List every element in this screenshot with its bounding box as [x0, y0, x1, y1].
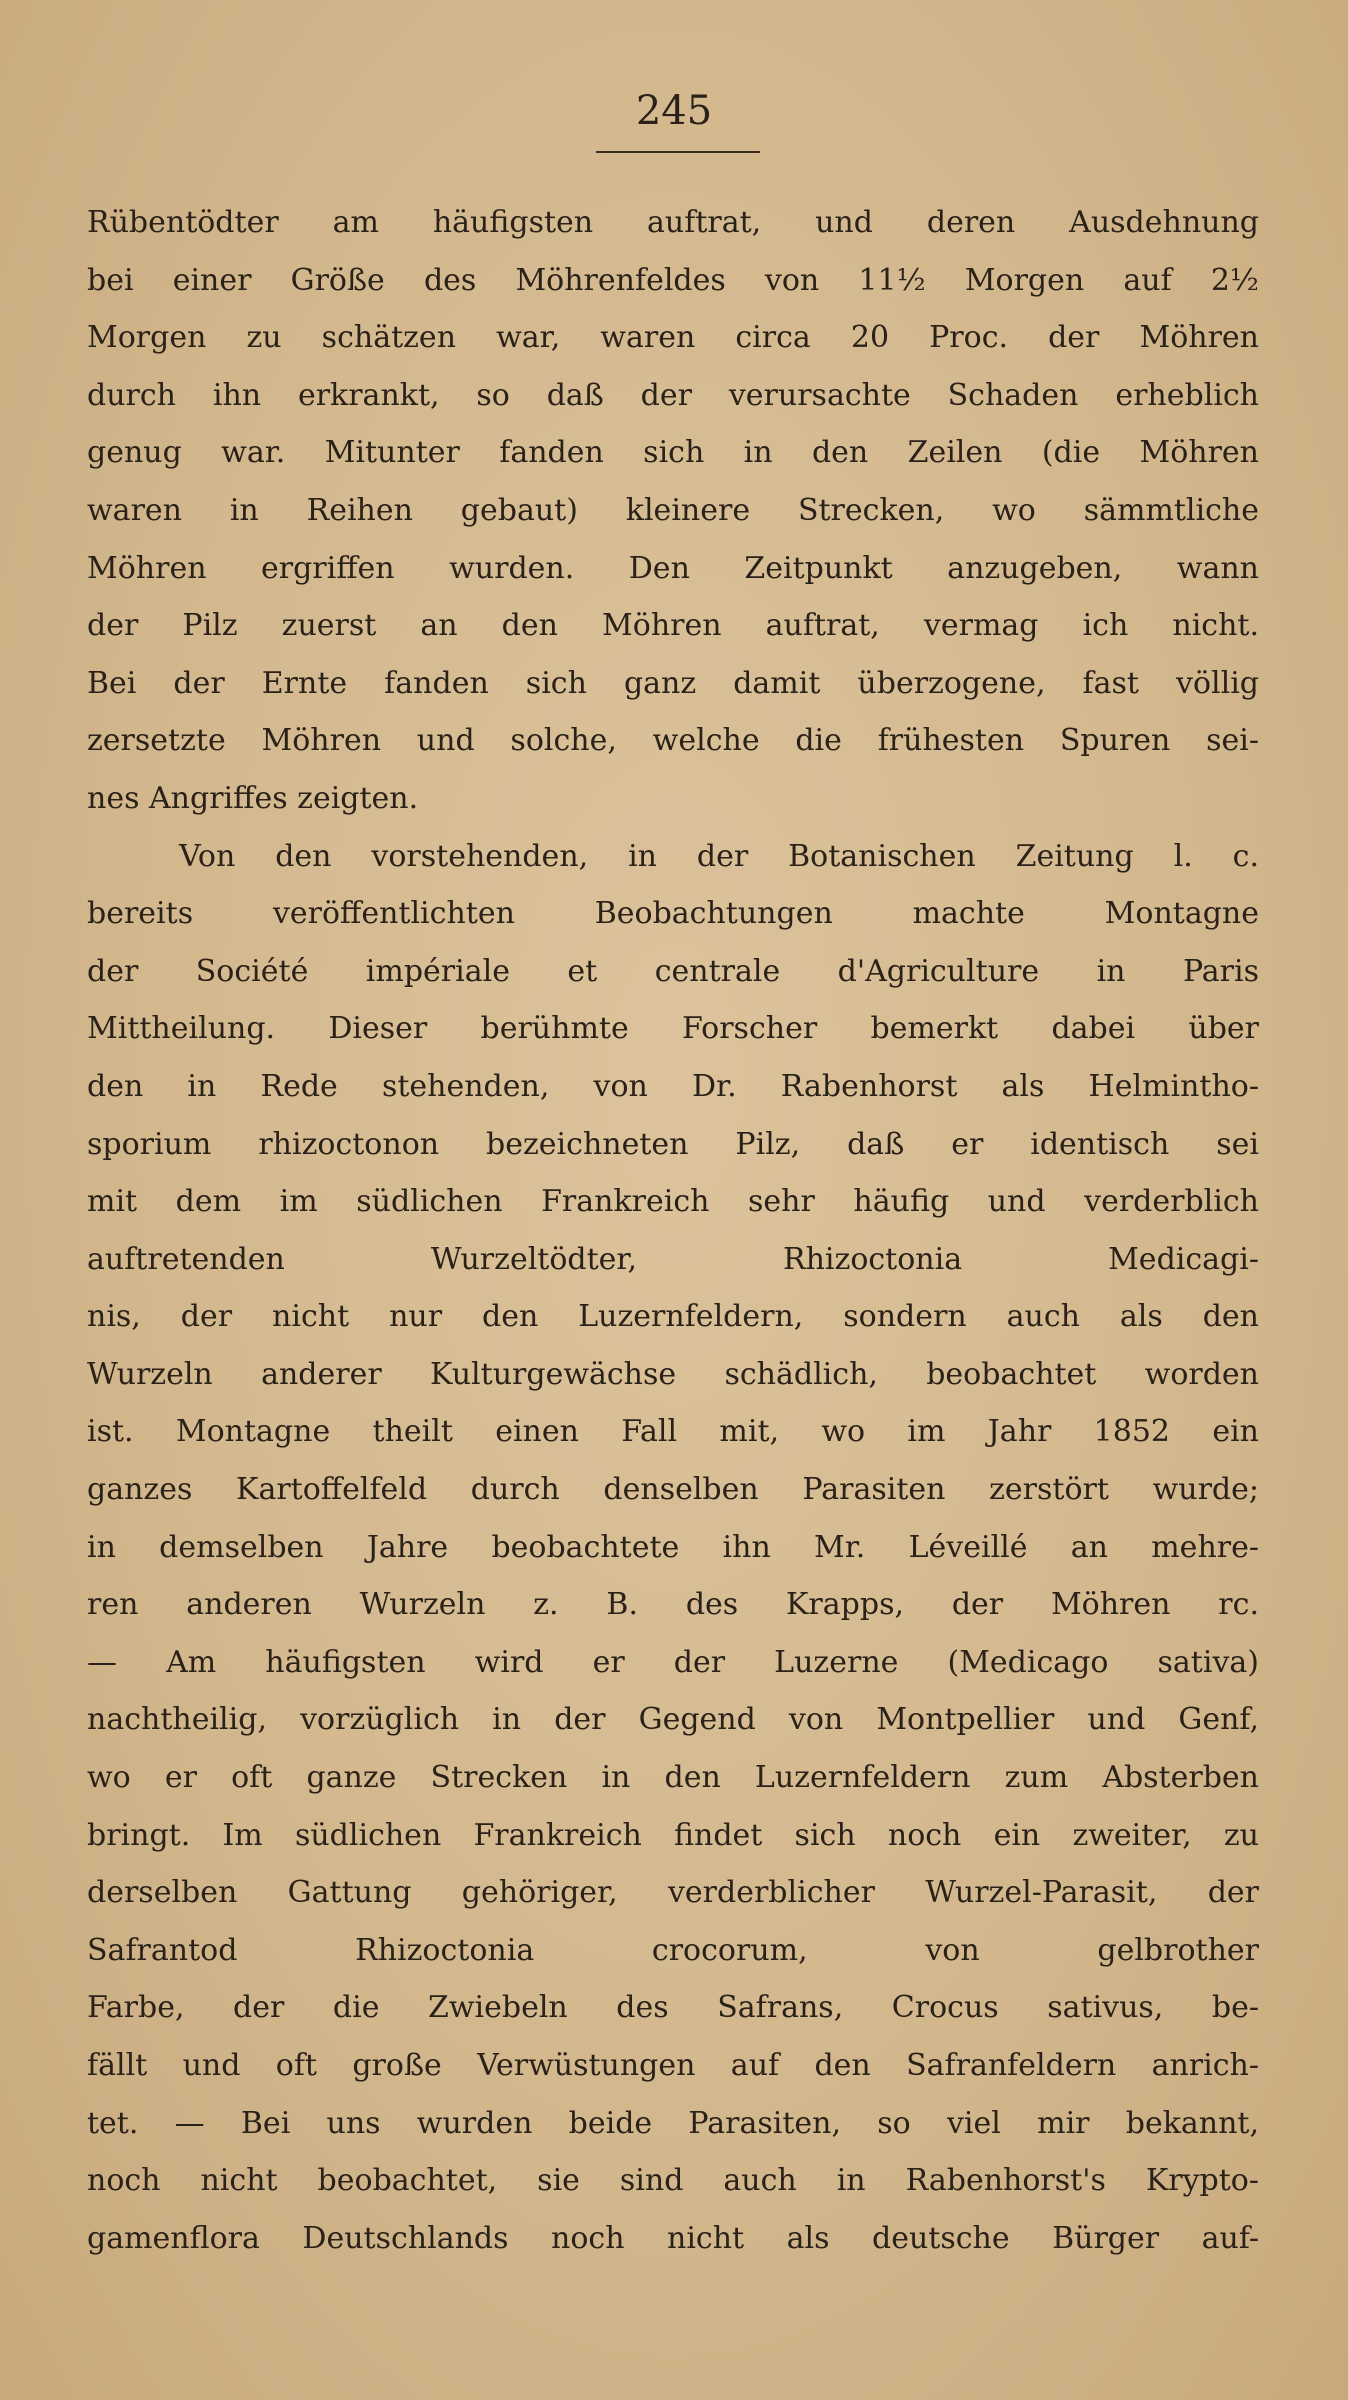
text-line: der Pilz zuerst an den Möhren auftrat, vermag ich nicht. [87, 608, 1259, 644]
text-line: nes Angriffes zeigten. [87, 780, 419, 816]
page-body [87, 194, 1259, 2267]
page-number-rule [596, 151, 760, 153]
text-line: Morgen zu schätzen war, waren circa 20 Proc. der Möhren [87, 320, 1259, 356]
text-line: fällt und oft große Verwüstungen auf den Safranfeldern anrich- [87, 2048, 1259, 2083]
text-line: bringt. Im südlichen Frankreich findet sich noch ein zweiter, zu [87, 1817, 1259, 1853]
text-line: sporium rhizoctonon bezeichneten Pilz, daß er identisch sei [87, 1126, 1259, 1162]
text-line: bereits veröffentlichten Beobachtungen machte Montagne [87, 896, 1259, 932]
text-line: durch ihn erkrankt, so daß der verursachte Schaden erheblich [87, 377, 1259, 413]
text-line: nachtheilig, vorzüglich in der Gegend von Montpellier und Genf, [87, 1702, 1259, 1738]
text-line: — Am häufigsten wird er der Luzerne (Medicago sativa) [87, 1644, 1259, 1680]
page-number: 245 [635, 88, 713, 134]
text-line: Rübentödter am häufigsten auftrat, und deren Ausdehnung [87, 205, 1259, 240]
text-line: den in Rede stehenden, von Dr. Rabenhorst als Helmintho- [87, 1068, 1259, 1104]
text-line: der Société impériale et centrale d'Agriculture in Paris [87, 953, 1259, 989]
text-line: derselben Gattung gehöriger, verderblicher Wurzel-Parasit, der [87, 1875, 1259, 1911]
text-line: mit dem im südlichen Frankreich sehr häufig und verderblich [87, 1184, 1259, 1220]
text-line: noch nicht beobachtet, sie sind auch in Rabenhorst's Krypto- [87, 2163, 1259, 2199]
text-line: Mittheilung. Dieser berühmte Forscher bemerkt dabei über [87, 1011, 1259, 1047]
text-line: tet. — Bei uns wurden beide Parasiten, so viel mir bekannt, [87, 2105, 1259, 2141]
text-line: gamenflora Deutschlands noch nicht als deutsche Bürger auf- [87, 2220, 1259, 2256]
text-line: nis, der nicht nur den Luzernfeldern, sondern auch als den [87, 1299, 1259, 1335]
text-line: wo er oft ganze Strecken in den Luzernfeldern zum Absterben [87, 1760, 1259, 1796]
text-line: genug war. Mitunter fanden sich in den Zeilen (die Möhren [87, 435, 1259, 471]
text-line: waren in Reihen gebaut) kleinere Strecken, wo sämmtliche [87, 492, 1259, 528]
text-line: ganzes Kartoffelfeld durch denselben Parasiten zerstört wurde; [87, 1472, 1259, 1508]
text-line: ist. Montagne theilt einen Fall mit, wo im Jahr 1852 ein [87, 1414, 1259, 1450]
text-line: Wurzeln anderer Kulturgewächse schädlich, beobachtet worden [87, 1356, 1259, 1392]
text-line: Möhren ergriffen wurden. Den Zeitpunkt anzugeben, wann [87, 550, 1259, 586]
text-line: bei einer Größe des Möhrenfeldes von 11½ Morgen auf 2½ [87, 262, 1259, 298]
text-line: Safrantod Rhizoctonia crocorum, von gelbrother [87, 1932, 1259, 1968]
text-line: Von den vorstehenden, in der Botanischen Zeitung l. c. [179, 838, 1259, 874]
text-line: zersetzte Möhren und solche, welche die frühesten Spuren sei- [87, 723, 1259, 759]
text-line: Bei der Ernte fanden sich ganz damit überzogene, fast völlig [87, 665, 1259, 701]
text-line: auftretenden Wurzeltödter, Rhizoctonia Medicagi- [87, 1241, 1259, 1277]
text-line: ren anderen Wurzeln z. B. des Krapps, der Möhren rc. [87, 1587, 1259, 1623]
text-line: Farbe, der die Zwiebeln des Safrans, Crocus sativus, be- [87, 1990, 1259, 2026]
text-line: in demselben Jahre beobachtete ihn Mr. Léveillé an mehre- [87, 1529, 1259, 1565]
